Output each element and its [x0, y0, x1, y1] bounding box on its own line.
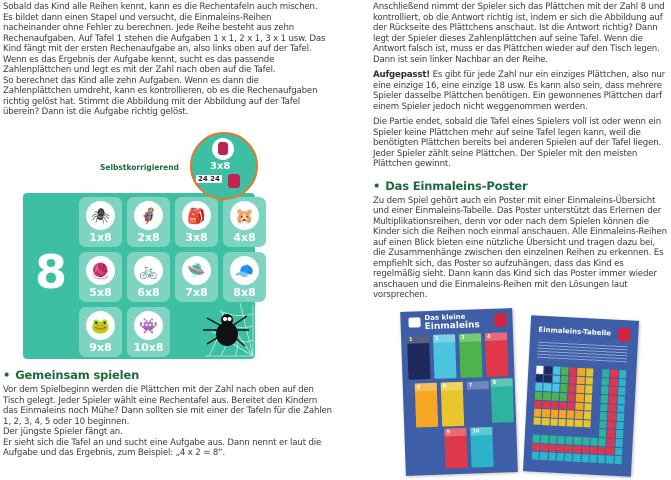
table-cell [594, 377, 602, 385]
table-cell [616, 413, 624, 421]
table-cell [583, 429, 591, 437]
table-cell [600, 412, 608, 420]
ufo-icon: 🛸 [182, 256, 211, 285]
multiplication-table-grid [532, 366, 627, 465]
tile-label: 9x8 [89, 341, 112, 354]
table-cell [549, 444, 557, 452]
section-paragraph-2: Der jüngste Spieler fängt an. [3, 427, 123, 437]
table-cell [553, 366, 561, 374]
number-chips: 24 24 [198, 175, 220, 183]
table-cell [534, 409, 542, 417]
times-table-block: 1 [407, 335, 431, 380]
jumbo-logo-icon [494, 313, 506, 326]
self-correcting-label: Selbstkorrigierend [100, 163, 179, 172]
table-cell [566, 419, 574, 427]
monster-icon: 👾 [134, 311, 163, 340]
tile-label: 2x8 [137, 231, 160, 244]
game-logo-icon [408, 317, 420, 327]
table-cell [593, 386, 601, 394]
paragraph-3: Die Partie endet, sobald die Tafel eines Spielers voll ist oder wenn ein Spieler keine Plättchen mehr auf seine Tafel legen kann, weil die benötigten Plättchen bereits bei anderen Spielen auf der Tafel liegen. Jeder Spieler zählt seine Plättchen. Der Spieler mit den meisten Plättchen gewinnt. [373, 117, 662, 169]
bicycle-icon: 🚲 [134, 256, 163, 285]
table-cell [608, 421, 616, 429]
table-cell [609, 395, 617, 403]
backpack-icon: 🎒 [182, 201, 211, 230]
table-cell [558, 419, 566, 427]
table-cell [569, 376, 577, 384]
table-cell [582, 446, 590, 454]
table-cell [607, 439, 615, 447]
table-cell [602, 378, 610, 386]
table-cell [532, 443, 540, 451]
table-cell [533, 435, 541, 443]
table-cell [614, 456, 622, 464]
times-table-block: 3 [459, 333, 483, 378]
table-cell [551, 392, 559, 400]
attention-bold: Aufgepasst! [373, 70, 431, 80]
table-cell [567, 402, 575, 410]
table-cell [577, 368, 585, 376]
table-cell [616, 430, 624, 438]
poster-einmaleins [400, 308, 518, 476]
poster-einmaleins-tabelle [523, 315, 639, 476]
table-cell [617, 396, 625, 404]
table-cell [607, 430, 615, 438]
hamster-icon: 🐹 [230, 201, 259, 230]
tile-label: 7x8 [185, 286, 208, 299]
table-cell [591, 429, 599, 437]
table-cell [602, 369, 610, 377]
table-cell [584, 403, 592, 411]
table-cell [583, 420, 591, 428]
table-cell [585, 385, 593, 393]
table-cell [576, 394, 584, 402]
attention-paragraph [373, 70, 668, 112]
table-cell [535, 392, 543, 400]
table-cell [598, 455, 606, 463]
table-cell [598, 447, 606, 455]
table-cell [586, 368, 594, 376]
table-cell [540, 444, 548, 452]
left-column [3, 2, 328, 123]
section-heading: • Gemeinsam spielen [3, 368, 140, 382]
table-cell [594, 369, 602, 377]
intro-paragraph: Sobald das Kind alle Reihen kennt, kann es die Rechentafeln auch mischen. Es bildet dann einen Stapel und versucht, die Einmaleins-Reihen nacheinander ohne Fehler zu berechnen. Jede Reihe besteht aus zehn Rechenaufgaben. Auf Tafel 1 stehen die Aufgaben 1 x 1, 2 x 1, 3 x 1 usw. Das Kind fängt mit der ersten Rechenaufgabe an, also links oben auf der Tafel. Wenn es das Ergebnis der Aufgabe kennt, sucht es das passende Zahlenplättchen und legt es mit der Zahl nach oben auf die Tafel. [3, 2, 326, 75]
table-cell [576, 402, 584, 410]
table-cell [549, 427, 557, 435]
table-cell [534, 400, 542, 408]
intro-paragraph-2: So berechnet das Kind alle zehn Aufgaben. Wenn es dann die Zahlenplättchen umdreht, kann es kontrollieren, ob es die Rechenaufgaben richtig gelöst hat. Stimmt die Abbildung mit der Abbildung auf der Tafel überein? Dann ist die Aufgabe richtig gelöst. [3, 75, 318, 117]
table-cell [532, 452, 540, 460]
tile-label: 5x8 [89, 286, 112, 299]
table-cell [618, 387, 626, 395]
table-cell [590, 438, 598, 446]
heading-text: Gemeinsam spielen [15, 368, 140, 382]
table-cell [565, 445, 573, 453]
table-cell [606, 447, 614, 455]
times-table-block: 10 [470, 427, 493, 468]
poster-title: Einmaleins-Tabelle [538, 325, 612, 338]
times-table-block: 9 [444, 428, 467, 469]
spider-icon: 🕷 [86, 201, 115, 230]
table-cell [592, 403, 600, 411]
times-table-block: 2 [433, 334, 457, 379]
cap-icon: 🧢 [230, 256, 259, 285]
table-cell [617, 404, 625, 412]
table-cell [568, 393, 576, 401]
board-tile [127, 252, 170, 302]
table-cell [601, 386, 609, 394]
table-cell [558, 427, 566, 435]
table-cell [592, 412, 600, 420]
table-cell [567, 410, 575, 418]
table-cell [552, 384, 560, 392]
table-cell [551, 401, 559, 409]
table-cell [575, 411, 583, 419]
table-cell [606, 456, 614, 464]
table-cell [599, 438, 607, 446]
table-cell [609, 404, 617, 412]
table-cell [601, 395, 609, 403]
board-tile [175, 197, 218, 247]
superhero-icon: 🦸 [134, 201, 163, 230]
times-table-block: 7 [467, 381, 491, 426]
table-cell [536, 366, 544, 374]
board-tile [223, 252, 266, 302]
tile-label: 4x8 [233, 231, 256, 244]
tile-label: 3x8 [185, 231, 208, 244]
section-paragraph-3: Er sieht sich die Tafel an und sucht eine Aufgabe aus. Dann nennt er laut die Aufgabe und das Ergebnis, zum Beispiel: „4 x 2 = 8“. [3, 437, 322, 458]
table-cell [543, 392, 551, 400]
table-cell [608, 413, 616, 421]
table-cell [542, 409, 550, 417]
table-cell [552, 375, 560, 383]
poster-paragraph: Zu dem Spiel gehört auch ein Poster mit einer Einmaleins-Übersicht und einer Einmaleins-Tabelle. Das Poster unterstützt das Erlernen der Multiplikationsreihen, denn vor oder nach dem Spielen können die Kinder sich die Reihen noch einmal anschauen. Alle Einmaleins-Reihen auf einen Blick bieten eine nützliche Übersicht und tragen dazu bei, die Zusammenhänge zwischen den einzelnen Reihen zu erkennen. Es empfiehlt sich, das Poster so aufzuhängen, dass das Kind es regelmäßig sieht. Dann kann das Kind sich das Poster immer wieder anschauen und die Einmaleins-Reihen mit den Lösungen laut vorsprechen. [373, 195, 667, 300]
table-cell [561, 367, 569, 375]
table-cell [544, 375, 552, 383]
table-cell [560, 393, 568, 401]
table-cell [559, 401, 567, 409]
table-cell [540, 452, 548, 460]
tile-label: 6x8 [137, 286, 160, 299]
jumbo-logo-icon [618, 328, 631, 342]
table-cell [573, 454, 581, 462]
table-cell [565, 454, 573, 462]
table-cell [535, 383, 543, 391]
tile-label: 1x8 [89, 231, 112, 244]
table-cell [577, 376, 585, 384]
section-paragraph: Vor dem Spielbeginn werden die Plättchen mit der Zahl nach oben auf den Tisch gelegt. Jeder Spieler wählt eine Rechentafel aus. Bereitet den Kindern das Einmaleins noch Mühe? Dann sollten sie mit einer der Tafeln für die Zahlen 1, 2, 3, 4, 5 oder 10 beginnen. [3, 385, 332, 427]
table-cell [582, 437, 590, 445]
table-cell [550, 410, 558, 418]
table-cell [581, 454, 589, 462]
table-cell [559, 410, 567, 418]
table-cell [575, 420, 583, 428]
table-cell [560, 376, 568, 384]
table-cell [610, 370, 618, 378]
table-cell [549, 435, 557, 443]
board-tile [127, 307, 170, 357]
right-column [373, 2, 668, 306]
table-cell [615, 448, 623, 456]
table-cell [600, 404, 608, 412]
poster-description-text [537, 340, 628, 365]
table-cell [574, 428, 582, 436]
table-cell [541, 426, 549, 434]
table-cell [569, 367, 577, 375]
table-cell [544, 366, 552, 374]
table-cell [591, 420, 599, 428]
table-cell [566, 436, 574, 444]
section-heading-poster: • Das Einmaleins-Poster [373, 178, 528, 193]
board-tile [79, 252, 122, 302]
table-cell [560, 384, 568, 392]
poster-title-line-1: Das kleine [424, 312, 466, 323]
table-cell [610, 378, 618, 386]
table-cell [568, 385, 576, 393]
table-cell [616, 422, 624, 430]
magnifier-tile-label: 3x8 [210, 161, 231, 172]
board-tile [79, 307, 122, 357]
paragraph-1: Anschließend nimmt der Spieler sich das Plättchen mit der Zahl 8 und kontrolliert, ob die Antwort richtig ist, indem er sich die Abbildung auf der Rückseite des Plättchens anschaut. Ist die Antwort richtig? Dann legt der Spieler dieses Zahlenplättchen auf seine Tafel. Wenn die Antwort falsch ist, muss er das Plättchen wieder auf den Tisch legen. Dann ist sein linker Nachbar an der Reihe. [373, 2, 665, 65]
backpack-icon [212, 138, 234, 160]
table-cell [599, 421, 607, 429]
section-play-together [3, 368, 333, 459]
board-tile [223, 197, 266, 247]
table-cell [573, 445, 581, 453]
frog-icon: 🐸 [86, 311, 115, 340]
times-table-block: 8 [491, 378, 515, 423]
table-cell [618, 379, 626, 387]
table-cell [615, 439, 623, 447]
table-cell [542, 418, 550, 426]
poster-title-line-2: Einmaleins [424, 320, 480, 333]
times-table-block: 6 [441, 382, 465, 427]
table-cell [589, 455, 597, 463]
table-cell [543, 383, 551, 391]
table-cell [574, 437, 582, 445]
board-tile [127, 197, 170, 247]
table-cell [599, 429, 607, 437]
table-cell [566, 428, 574, 436]
table-cell [550, 418, 558, 426]
tile-label: 10x8 [133, 341, 164, 354]
backpack-icon [228, 174, 240, 188]
table-cell [610, 387, 618, 395]
table-cell [584, 394, 592, 402]
table-cell [619, 370, 627, 378]
table-cell [536, 374, 544, 382]
table-cell [583, 411, 591, 419]
table-cell [543, 401, 551, 409]
table-cell [556, 453, 564, 461]
table-cell [590, 446, 598, 454]
table-cell [557, 436, 565, 444]
board-tile [175, 252, 218, 302]
heading-text: Das Einmaleins-Poster [385, 178, 528, 193]
attention-text: Es gibt für jede Zahl nur ein einziges Plättchen, also nur eine einzige 16, eine einzige 18 usw. Es kann also sein, dass mehrere Spieler dasselbe Plättchen benötigen. Ein gewonnenes Plättchen darf einem Spieler jedoch nicht weggenommen werden. [373, 70, 666, 112]
spider-web-icon [195, 300, 255, 358]
table-cell [533, 417, 541, 425]
board-tile [79, 197, 122, 247]
table-cell [585, 377, 593, 385]
tile-label: 8x8 [233, 286, 256, 299]
magnifier-illustration [190, 132, 258, 200]
board-number: 8 [35, 245, 68, 299]
times-table-block: 5 [415, 383, 439, 428]
table-cell [533, 426, 541, 434]
table-cell [541, 435, 549, 443]
table-cell [548, 453, 556, 461]
table-cell [557, 445, 565, 453]
times-table-block: 4 [485, 332, 509, 377]
beanie-hat-icon: 🧶 [86, 256, 115, 285]
table-cell [577, 385, 585, 393]
table-cell [593, 395, 601, 403]
